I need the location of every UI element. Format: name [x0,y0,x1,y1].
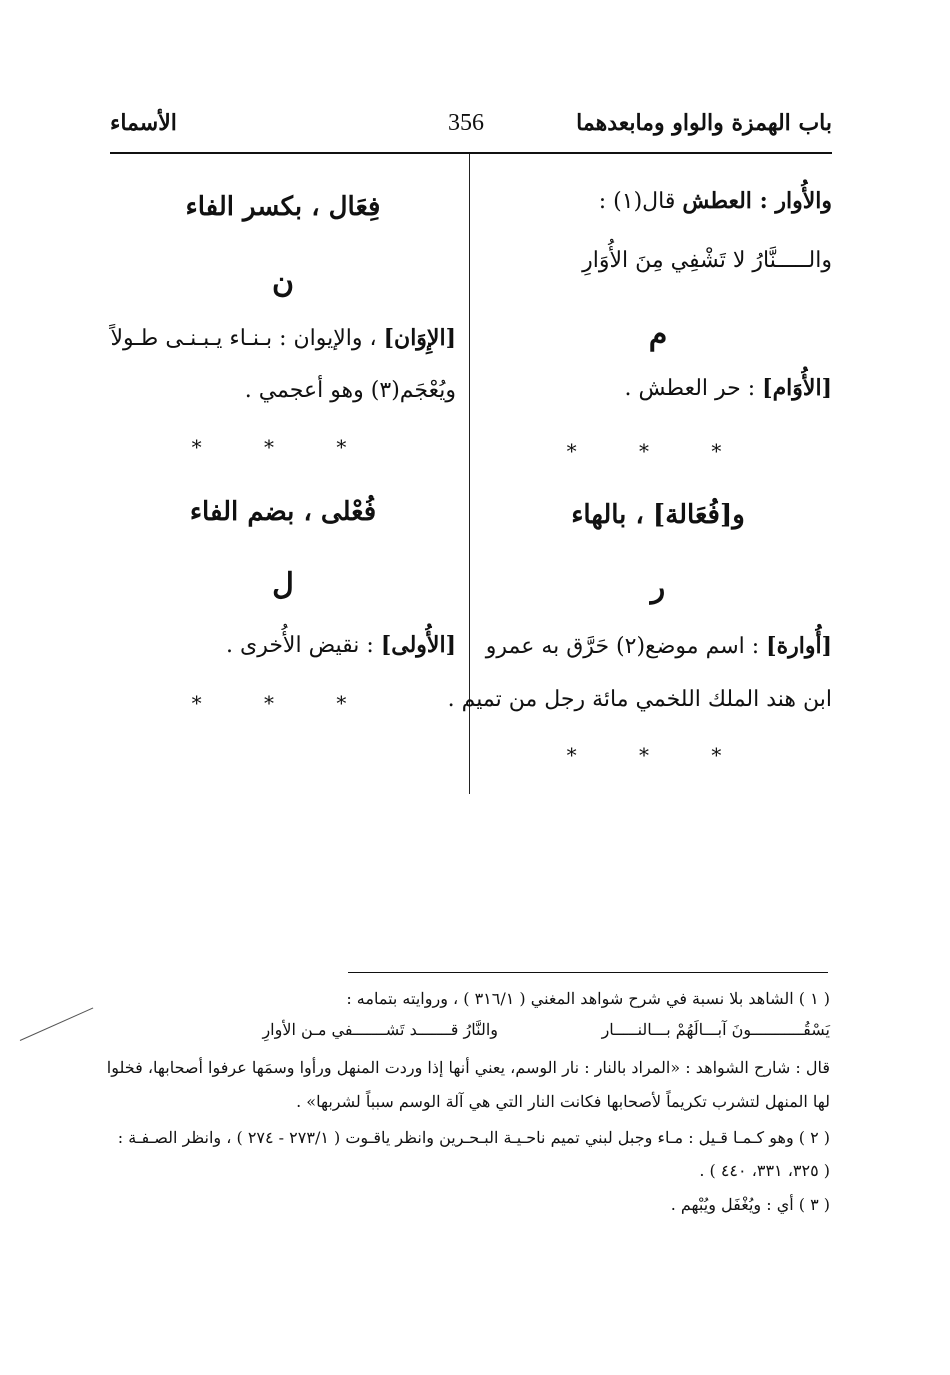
separator-stars: * * * [566,439,750,463]
iwan-entry-line2: ويُعْجَم(٣) وهو أعجمي . [244,378,456,403]
letter-heading-lam: ل [272,567,294,602]
iwan-definition: ، والإيوان : بـنـاء يـبـنـى طـولاً [110,326,377,351]
uwara-definition: : اسم موضع(٢) حَرَّق به عمرو [485,634,760,659]
awar-entry-line [599,186,832,217]
uwara-entry-line1 [486,631,832,662]
footnote-1-line4: لها المنهل لتشرب تكريماً لأصحابها فكانت النار التي هي آلة الوسم سبباً لشربها» . [296,1092,830,1111]
separator-stars: * * * [191,691,375,715]
ula-headword: [الأُولى] [380,632,456,658]
iwan-headword: [الإِوَان] [383,325,456,351]
fula-title: فُعْلى ، بضم الفاء [189,497,377,527]
separator-stars: * * * [191,435,375,459]
ula-entry [226,630,456,661]
awam-entry [625,373,833,404]
page-number: 356 [448,110,484,136]
iwan-entry-line1 [110,323,456,354]
awam-headword: [الأُوَام] [762,375,832,401]
scan-mark [20,1008,93,1041]
footnote-rule [348,972,828,973]
uwara-entry-line2: ابن هند الملك اللخمي مائة رجل من تميم . [447,687,832,712]
footnote-1-line3: قال : شارح الشواهد : «المراد بالنار : نار الوسم، يعني أنها إذا وردت المنهل ورأوا وسمَها عرفوا أصحابها، فخلوا [106,1058,830,1077]
faala-title: و[فُعَالة] ، بالهاء [571,500,745,530]
footnote-1-verse-second-hemistich: والنَّارُ قـــــــد تَشـــــــفي مـن الأوارِ [262,1020,498,1039]
separator-stars: * * * [566,743,750,767]
letter-heading-ra: ر [650,570,666,605]
uwara-headword: [أُوارة] [766,633,832,659]
verse-line: والـــــنَّارُ لا تَشْفِي مِنَ الأُوَارِ [582,248,832,273]
footnote-2-line1: ( ٢ ) وهو كـمـا قـيل : مـاء وجبل لبني تميم ناحـيـة البـحـرين وانظر ياقـوت ( ٢٧٣/١ - ٢٧٤ ) ، وانظر الصـفـة : [117,1128,830,1147]
footnote-1-line1: ( ١ ) الشاهد بلا نسبة في شرح شواهد المغني ( ٣١٦/١ ) ، وروايته بتمامه : [346,989,830,1008]
ula-definition: : نقيض الأُخرى . [225,633,374,658]
footnote-3: ( ٣ ) أي : ويُغْفَل ويُبْهم . [670,1195,830,1214]
awam-definition: : حر العطش . [624,376,756,401]
footnote-1-verse-first-hemistich: يَسْقُـــــــــــونَ آبـــالَهُمْ بـــالنـــــار [601,1020,830,1039]
letter-heading-mim: م [648,317,668,352]
awar-citation: قال(١) : [598,189,676,214]
chapter-title: باب الهمزة والواو ومابعدهما [576,110,832,136]
letter-heading-nun: ن [271,265,295,300]
header-rule [110,152,832,154]
footnote-2-line2: ( ٣٢٥، ٣٣١، ٤٤٠ ) . [699,1161,830,1180]
awar-headword: والأُوار : العطش [682,188,832,214]
fial-title: فِعَال ، بكسر الفاء [185,192,381,222]
section-title: الأسماء [110,110,177,136]
